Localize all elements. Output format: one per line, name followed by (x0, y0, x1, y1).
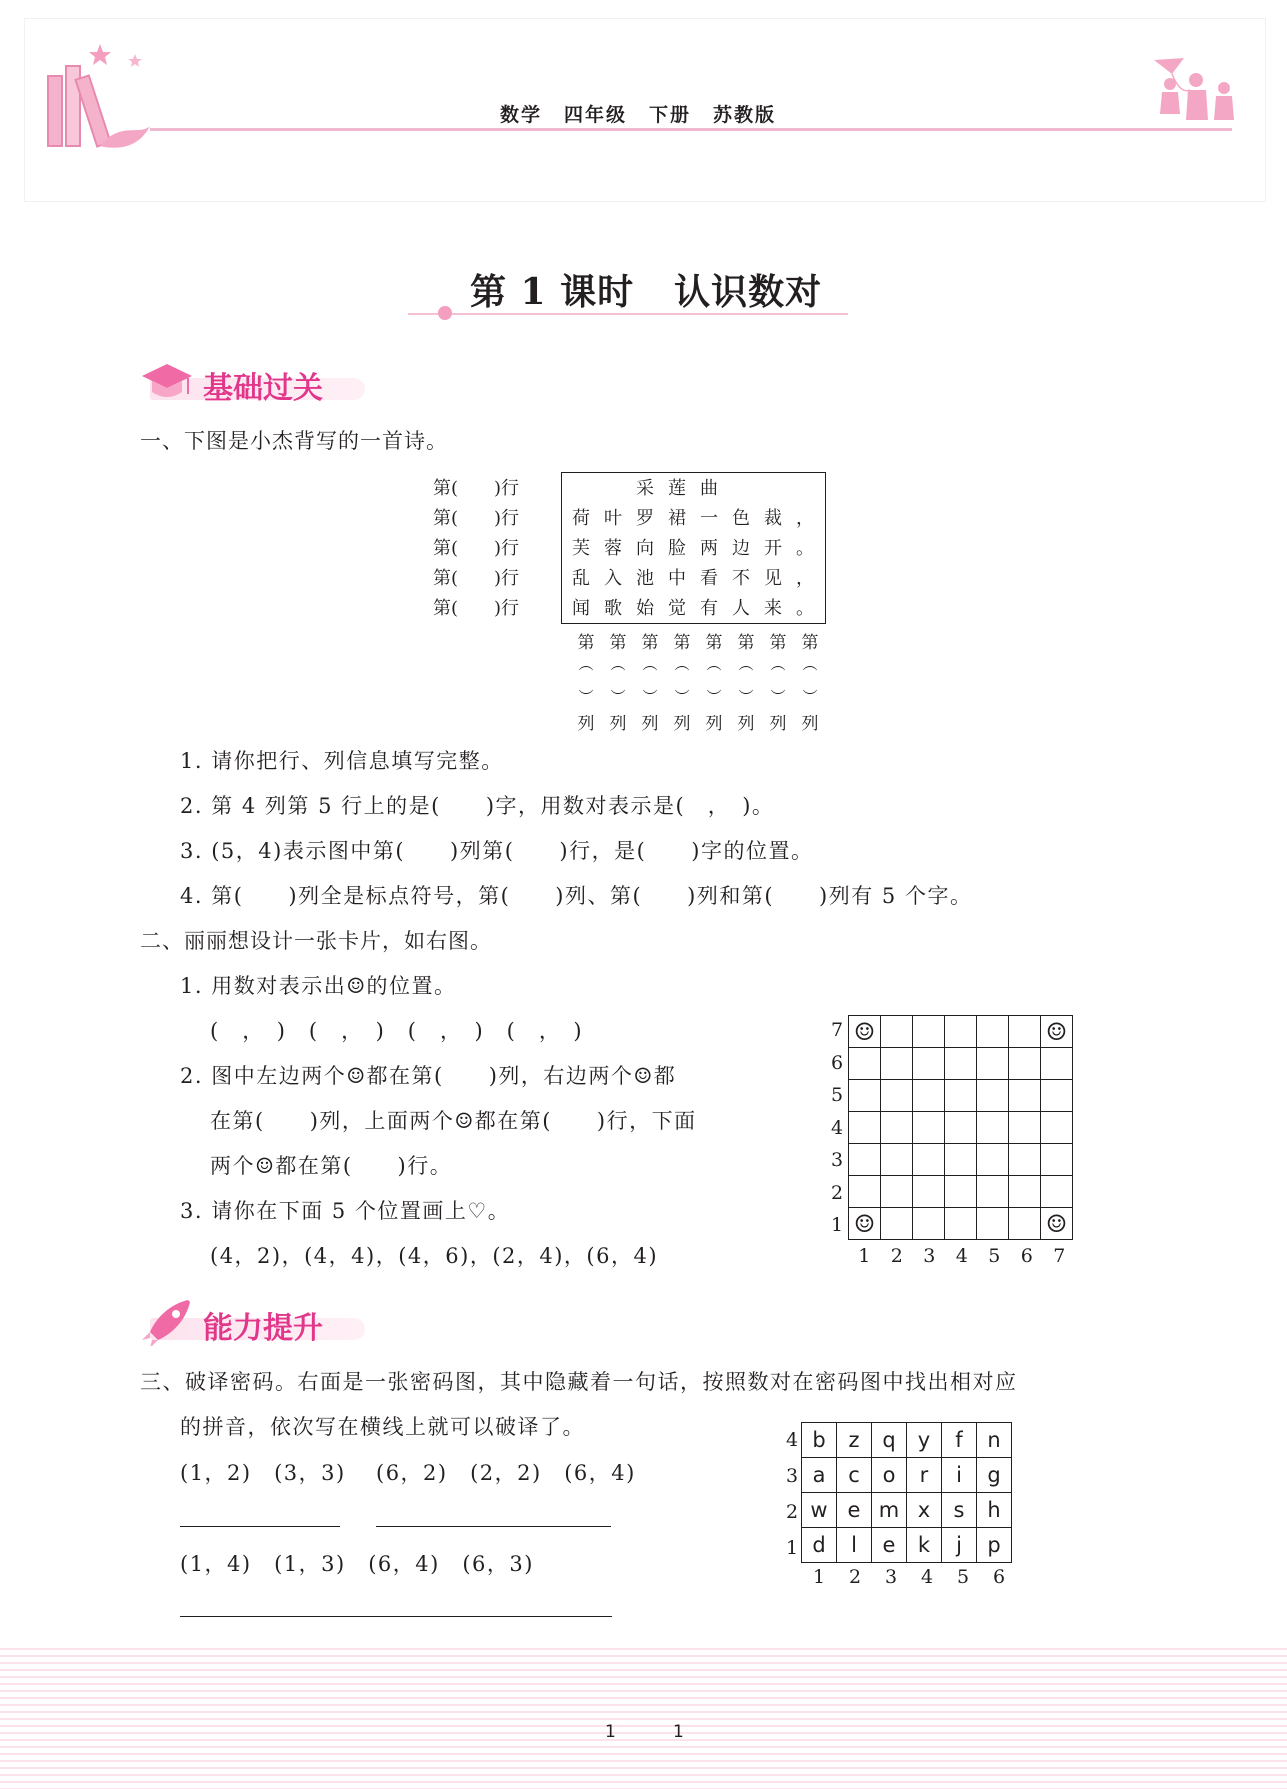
column-label-top: 第 (769, 633, 787, 653)
cipher-col-label: 4 (920, 1566, 934, 1588)
question-2-sub-3: 3. 请你在下面 5 个位置画上♡。 (180, 1199, 511, 1223)
lesson-title (470, 264, 822, 315)
cipher-row (802, 1458, 1012, 1493)
row-label: 第( )行 (433, 538, 520, 559)
cipher-row (802, 1493, 1012, 1528)
cipher-cell: p (977, 1528, 1012, 1563)
cipher-row-label: 1 (785, 1537, 799, 1559)
col-axis-label: 6 (1020, 1245, 1033, 1267)
col-axis-label: 7 (1053, 1245, 1066, 1267)
cipher-row-label: 2 (785, 1501, 799, 1523)
page-number: 1 (673, 1722, 684, 1742)
poem-char: 叶 (604, 508, 622, 529)
question-1-sub-1: 1. 请你把行、列信息填写完整。 (180, 749, 504, 773)
column-label-bottom-row (570, 709, 826, 734)
grid-cell (1041, 1016, 1073, 1048)
poem-char: 。 (796, 598, 814, 619)
cipher-col-label: 3 (884, 1566, 898, 1588)
header-book-info (500, 100, 798, 127)
cipher-cell: s (942, 1493, 977, 1528)
cipher-cell: a (802, 1458, 837, 1493)
lesson-number: 第 1 课时 (470, 271, 635, 313)
poem-char: 蓉 (604, 538, 622, 559)
cipher-pairs-word-3: (1，4) (1，3) (6，4) (6，3) (180, 1552, 534, 1576)
cipher-cell: h (977, 1493, 1012, 1528)
column-label-bottom: 列 (705, 714, 723, 734)
column-label-top: 第 (641, 633, 659, 653)
poem-char: 罗 (636, 508, 654, 529)
row-axis-label: 2 (830, 1181, 844, 1204)
poem-char: 池 (636, 568, 654, 589)
page-footer (0, 1648, 1287, 1789)
col-axis-label: 2 (890, 1245, 903, 1267)
question-2-sub-2-cont: 两个☺都在第( )行。 (210, 1154, 453, 1178)
rocket-icon (140, 1296, 194, 1346)
column-label-bottom: 列 (673, 714, 691, 734)
poem-char: 向 (636, 538, 654, 559)
poem-char: 见 (764, 568, 782, 589)
column-label-top: 第 (577, 633, 595, 653)
question-1-sub-2: 2. 第 4 列第 5 行上的是( )字，用数对表示是( ， )。 (180, 794, 775, 818)
poem-char: 裙 (668, 508, 686, 529)
section-title-basic: 基础过关 (203, 371, 323, 406)
cipher-cell: e (872, 1528, 907, 1563)
poem-char: ， (796, 508, 814, 529)
question-2-sub-2: 2. 图中左边两个☺都在第( )列，右边两个☺都 (180, 1064, 677, 1088)
poem-char: 脸 (668, 538, 686, 559)
poem-title-char: 莲 (668, 478, 686, 499)
column-arc-bottom-row: ︶ ︶ ︶ ︶ ︶ ︶ ︶ ︶ (578, 688, 818, 706)
row-label: 第( )行 (433, 508, 520, 529)
cipher-cell: n (977, 1423, 1012, 1458)
cipher-cell: k (907, 1528, 942, 1563)
column-label-bottom: 列 (641, 714, 659, 734)
cipher-cell: j (942, 1528, 977, 1563)
question-1-title: 一、下图是小杰背写的一首诗。 (140, 429, 448, 453)
poem-grid (565, 474, 821, 624)
poem-char: 色 (732, 508, 750, 529)
poem-title-char: 采 (636, 478, 654, 499)
column-label-bottom: 列 (737, 714, 755, 734)
poem-char: 芙 (572, 538, 590, 559)
poem-char: 荷 (572, 508, 590, 529)
cipher-row-label: 3 (785, 1465, 799, 1487)
row-axis-label: 3 (830, 1149, 844, 1171)
cipher-row-label: 4 (785, 1429, 799, 1451)
cipher-row (802, 1423, 1012, 1458)
cipher-col-label: 1 (812, 1566, 826, 1588)
question-2-sub-1: 1. 用数对表示出☺的位置。 (180, 974, 457, 998)
row-axis-label: 5 (830, 1084, 844, 1106)
grid-row-axis (827, 1014, 847, 1242)
poem-char: 觉 (668, 598, 686, 619)
smiley-icon: ☺ (853, 1017, 876, 1046)
cipher-cell: b (802, 1423, 837, 1458)
poem-char: 入 (604, 568, 622, 589)
column-label-bottom: 列 (769, 714, 787, 734)
cipher-cell: d (802, 1528, 837, 1563)
row-labels (433, 474, 519, 624)
lesson-name: 认识数对 (674, 271, 823, 313)
question-3-title: 三、破译密码。右面是一张密码图，其中隐藏着一句话，按照数对在密码图中找出相对应 (140, 1370, 1018, 1394)
poem-char: 看 (700, 568, 718, 589)
poem-char: ， (796, 568, 814, 589)
kids-kite-decoration-icon (1150, 54, 1245, 132)
question-2-sub-3-positions: (4，2)，(4，4)，(4，6)，(2，4)，(6，4) (210, 1244, 659, 1268)
answer-line[interactable] (376, 1526, 611, 1527)
row-axis-label: 4 (830, 1116, 844, 1139)
poem-char: 闻 (572, 598, 590, 619)
poem-char: 乱 (572, 568, 590, 589)
smiley-icon: ☺ (1045, 1017, 1068, 1046)
smiley-icon: ☺ (853, 1209, 876, 1238)
row-label: 第( )行 (433, 478, 520, 499)
question-1-sub-3: 3. (5，4)表示图中第( )列第( )行，是( )字的位置。 (180, 839, 814, 863)
cipher-cell: r (907, 1458, 942, 1493)
cipher-pairs-word-1: (1，2) (3，3) (180, 1461, 346, 1485)
poem-char: 人 (732, 598, 750, 619)
answer-line[interactable] (180, 1616, 612, 1617)
poem-char: 歌 (604, 598, 622, 619)
header-volume: 下册 (649, 104, 692, 126)
column-label-top: 第 (801, 633, 819, 653)
cipher-col-label: 5 (956, 1566, 970, 1588)
cipher-row-axis (783, 1422, 801, 1566)
column-label-top: 第 (609, 633, 627, 653)
grid-cell (1041, 1208, 1073, 1240)
poem-char: 边 (732, 538, 750, 559)
header-edition: 苏教版 (713, 104, 777, 126)
answer-line[interactable] (180, 1526, 340, 1527)
col-axis-label: 5 (988, 1245, 1001, 1267)
poem-char: 开 (764, 538, 782, 559)
row-axis-label: 6 (830, 1051, 844, 1074)
header-rule (150, 128, 1232, 131)
column-label-bottom: 列 (577, 714, 595, 734)
cipher-cell: l (837, 1528, 872, 1563)
grid-cell (849, 1016, 881, 1048)
smiley-icon: ☺ (1045, 1209, 1068, 1238)
poem-line (565, 564, 821, 594)
cipher-cell: z (837, 1423, 872, 1458)
cipher-cell: e (837, 1493, 872, 1528)
poem-line (565, 594, 821, 624)
column-label-top: 第 (737, 633, 755, 653)
cipher-cell: y (907, 1423, 942, 1458)
question-2-sub-1-blanks: ( ， ) ( ， ) ( ， ) ( ， ) (210, 1019, 584, 1043)
column-label-top: 第 (705, 633, 723, 653)
poem-char: 来 (764, 598, 782, 619)
column-labels (570, 628, 826, 734)
column-arc-top-row: ︵ ︵ ︵ ︵ ︵ ︵ ︵ ︵ (578, 655, 818, 673)
row-label: 第( )行 (433, 568, 520, 589)
poem-char: 一 (700, 508, 718, 529)
col-axis-label: 1 (858, 1245, 871, 1267)
cipher-cell: x (907, 1493, 942, 1528)
cipher-cell: m (872, 1493, 907, 1528)
cipher-cell: w (802, 1493, 837, 1528)
graduation-cap-icon (140, 358, 194, 404)
cipher-cell: i (942, 1458, 977, 1493)
grid-cell (849, 1208, 881, 1240)
question-3-title-cont: 的拼音，依次写在横线上就可以破译了。 (180, 1415, 585, 1439)
smiley-grid (848, 1015, 1073, 1240)
grid-column-axis (848, 1245, 1076, 1267)
poem-char: 始 (636, 598, 654, 619)
cipher-col-label: 2 (848, 1566, 862, 1588)
row-label: 第( )行 (433, 598, 520, 619)
row-axis-label: 7 (830, 1019, 844, 1041)
col-axis-label: 4 (955, 1245, 968, 1267)
row-axis-label: 1 (830, 1214, 844, 1236)
books-stars-decoration-icon (40, 36, 160, 154)
header-subject: 数学 (500, 104, 543, 126)
column-label-top-row (570, 628, 826, 653)
poem-char: 。 (796, 538, 814, 559)
poem-line (565, 534, 821, 564)
column-label-bottom: 列 (609, 714, 627, 734)
poem-char: 中 (668, 568, 686, 589)
title-underline (408, 313, 848, 315)
column-label-top: 第 (673, 633, 691, 653)
cipher-column-axis (801, 1566, 1017, 1588)
poem-title-char: 曲 (700, 478, 718, 499)
column-label-bottom: 列 (801, 714, 819, 734)
cipher-cell: q (872, 1423, 907, 1458)
page-number: 1 (605, 1722, 616, 1742)
cipher-cell: f (942, 1423, 977, 1458)
section-title-advanced: 能力提升 (203, 1311, 323, 1346)
cipher-cell: c (837, 1458, 872, 1493)
col-axis-label: 3 (923, 1245, 936, 1267)
header-grade: 四年级 (564, 104, 628, 126)
title-dot-icon (438, 306, 452, 320)
cipher-cell: g (977, 1458, 1012, 1493)
poem-title-row (565, 474, 821, 504)
cipher-row (802, 1528, 1012, 1563)
poem-line (565, 504, 821, 534)
cipher-cell: o (872, 1458, 907, 1493)
poem-char: 两 (700, 538, 718, 559)
cipher-pairs-word-2: (6，2) (2，2) (6，4) (376, 1461, 636, 1485)
question-2-sub-2-cont: 在第( )列，上面两个☺都在第( )行，下面 (210, 1109, 697, 1133)
question-1-sub-4: 4. 第( )列全是标点符号，第( )列、第( )列和第( )列有 5 个字。 (180, 884, 973, 908)
poem-char: 不 (732, 568, 750, 589)
poem-char: 有 (700, 598, 718, 619)
cipher-col-label: 6 (992, 1566, 1006, 1588)
poem-char: 裁 (764, 508, 782, 529)
question-2-title: 二、丽丽想设计一张卡片，如右图。 (140, 929, 492, 953)
cipher-grid (801, 1422, 1012, 1563)
